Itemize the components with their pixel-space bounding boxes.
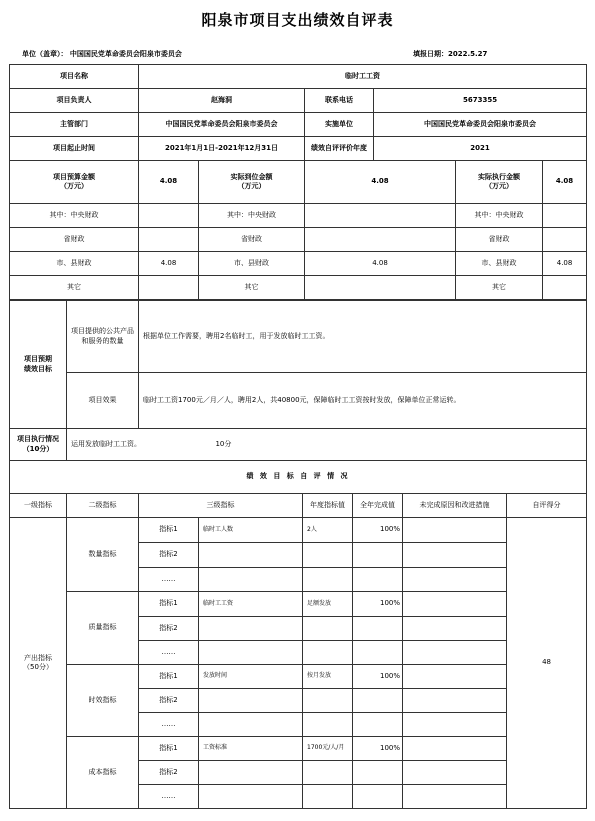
dept-label: 主管部门	[10, 113, 139, 137]
eval-year-label: 绩效自评评价年度	[305, 137, 374, 161]
indicator-done	[353, 543, 403, 568]
project-info-table	[9, 64, 587, 300]
indicator-reason	[403, 592, 507, 617]
indicator-year	[303, 761, 353, 785]
group-name: 质量指标	[67, 592, 139, 665]
form-title: 阳泉市项目支出绩效自评表	[201, 11, 394, 29]
indicator-idx: 指标2	[139, 761, 199, 785]
indicator-done: 100%	[353, 665, 403, 689]
executed-value: 4.08	[543, 161, 587, 204]
indicator-reason	[403, 713, 507, 737]
indicator-year	[303, 543, 353, 568]
indicator-reason	[403, 543, 507, 568]
service-label: 项目提供的公共产品和服务的数量	[67, 301, 139, 373]
indicator-year	[303, 785, 353, 809]
central-budget	[139, 204, 199, 228]
province-label: 省财政	[10, 228, 139, 252]
col-year-value: 年度指标值	[303, 494, 353, 518]
fill-date: 填报日期：2022.5.27	[413, 50, 488, 58]
indicator-reason	[403, 617, 507, 641]
indicator-idx: 指标1	[139, 737, 199, 761]
actual-label: 实际到位金额 （万元）	[199, 161, 305, 204]
indicator-desc	[199, 785, 303, 809]
province-actual	[305, 228, 456, 252]
indicator-desc	[199, 689, 303, 713]
city-executed-label: 市、县财政	[456, 252, 543, 276]
indicator-year: 按月发放	[303, 665, 353, 689]
group-name: 数量指标	[67, 518, 139, 592]
col-level2: 二级指标	[67, 494, 139, 518]
indicator-idx: 指标2	[139, 543, 199, 568]
indicator-desc	[199, 641, 303, 665]
indicator-done	[353, 713, 403, 737]
col-reason: 未完成原因和改进措施	[403, 494, 507, 518]
leader-label: 项目负责人	[10, 89, 139, 113]
indicator-done	[353, 761, 403, 785]
indicator-year: 足额发放	[303, 592, 353, 617]
city-executed: 4.08	[543, 252, 587, 276]
impl: 中国国民党革命委员会阳泉市委员会	[374, 113, 587, 137]
indicator-done	[353, 641, 403, 665]
dept: 中国国民党革命委员会阳泉市委员会	[139, 113, 305, 137]
other-label: 其它	[10, 276, 139, 300]
indicator-idx: 指标1	[139, 592, 199, 617]
other-budget	[139, 276, 199, 300]
indicator-idx: ……	[139, 641, 199, 665]
indicator-done	[353, 785, 403, 809]
indicator-idx: 指标1	[139, 665, 199, 689]
central-executed	[543, 204, 587, 228]
indicator-reason	[403, 689, 507, 713]
other-executed-label: 其它	[456, 276, 543, 300]
other-actual-label: 其它	[199, 276, 305, 300]
executed-label: 实际执行金额 （万元）	[456, 161, 543, 204]
city-actual-label: 市、县财政	[199, 252, 305, 276]
central-actual-label: 其中：中央财政	[199, 204, 305, 228]
indicator-desc	[199, 713, 303, 737]
indicator-idx: 指标1	[139, 518, 199, 543]
col-done-value: 全年完成值	[353, 494, 403, 518]
indicator-idx: ……	[139, 785, 199, 809]
city-label: 市、县财政	[10, 252, 139, 276]
indicator-reason	[403, 641, 507, 665]
indicator-desc: 临时工人数	[199, 518, 303, 543]
phone: 5673355	[374, 89, 587, 113]
indicator-reason	[403, 785, 507, 809]
indicator-idx: ……	[139, 713, 199, 737]
output-score: 48	[507, 518, 587, 809]
group-name: 时效指标	[67, 665, 139, 737]
period: 2021年1月1日-2021年12月31日	[139, 137, 305, 161]
indicator-reason	[403, 737, 507, 761]
indicator-desc	[199, 761, 303, 785]
indicator-reason	[403, 518, 507, 543]
budget-value: 4.08	[139, 161, 199, 204]
indicator-year: 2人	[303, 518, 353, 543]
phone-label: 联系电话	[305, 89, 374, 113]
indicator-idx: 指标2	[139, 617, 199, 641]
indicator-year	[303, 568, 353, 592]
indicator-desc	[199, 617, 303, 641]
indicator-desc: 工资标准	[199, 737, 303, 761]
province-executed	[543, 228, 587, 252]
indicator-desc: 发放时间	[199, 665, 303, 689]
actual-value: 4.08	[305, 161, 456, 204]
indicator-desc	[199, 543, 303, 568]
execution-table	[9, 428, 587, 461]
indicator-reason	[403, 568, 507, 592]
group-name: 成本指标	[67, 737, 139, 809]
execution-cell	[67, 429, 587, 461]
effect-label: 项目效果	[67, 373, 139, 429]
col-score: 自评得分	[507, 494, 587, 518]
indicator-year: 1700元/人/月	[303, 737, 353, 761]
other-actual	[305, 276, 456, 300]
indicator-done	[353, 689, 403, 713]
unit-label: 单位（盖章）： 中国国民党革命委员会阳泉市委员会	[22, 50, 182, 58]
indicator-done: 100%	[353, 737, 403, 761]
indicator-year	[303, 713, 353, 737]
central-label: 其中：中央财政	[10, 204, 139, 228]
effect-text: 临时工工资1700元／月／人，聘用2人，共40800元，保障临时工工资按时发放，保障单位正常运转。	[139, 373, 587, 429]
eval-year: 2021	[374, 137, 587, 161]
section-title: 绩 效 目 标 自 评 情 况	[10, 461, 587, 494]
indicator-idx: 指标2	[139, 689, 199, 713]
impl-label: 实施单位	[305, 113, 374, 137]
budget-label: 项目预算金额 （万元）	[10, 161, 139, 204]
other-executed	[543, 276, 587, 300]
execution-label: 项目执行情况 （10分）	[10, 429, 67, 461]
execution-text: 运用发放临时工工资。	[71, 439, 141, 448]
province-executed-label: 省财政	[456, 228, 543, 252]
central-actual	[305, 204, 456, 228]
execution-score: 10分	[215, 439, 232, 448]
indicator-done	[353, 568, 403, 592]
indicator-table	[9, 460, 587, 809]
leader: 赵海洞	[139, 89, 305, 113]
indicator-desc	[199, 568, 303, 592]
indicator-done: 100%	[353, 592, 403, 617]
province-actual-label: 省财政	[199, 228, 305, 252]
output-label: 产出指标 （50分）	[10, 518, 67, 809]
period-label: 项目起止时间	[10, 137, 139, 161]
indicator-idx: ……	[139, 568, 199, 592]
indicator-reason	[403, 761, 507, 785]
goals-label: 项目预期 绩效目标	[10, 301, 67, 429]
indicator-done: 100%	[353, 518, 403, 543]
indicator-year	[303, 689, 353, 713]
indicator-reason	[403, 665, 507, 689]
service-text: 根据单位工作需要，聘用2名临时工，用于发放临时工工资。	[139, 301, 587, 373]
indicator-year	[303, 641, 353, 665]
project-name: 临时工工资	[139, 65, 587, 89]
city-budget: 4.08	[139, 252, 199, 276]
indicator-done	[353, 617, 403, 641]
goals-table	[9, 300, 587, 429]
indicator-desc: 临时工工资	[199, 592, 303, 617]
city-actual: 4.08	[305, 252, 456, 276]
project-name-label: 项目名称	[10, 65, 139, 89]
central-executed-label: 其中：中央财政	[456, 204, 543, 228]
col-level3: 三级指标	[139, 494, 303, 518]
indicator-year	[303, 617, 353, 641]
province-budget	[139, 228, 199, 252]
col-level1: 一级指标	[10, 494, 67, 518]
